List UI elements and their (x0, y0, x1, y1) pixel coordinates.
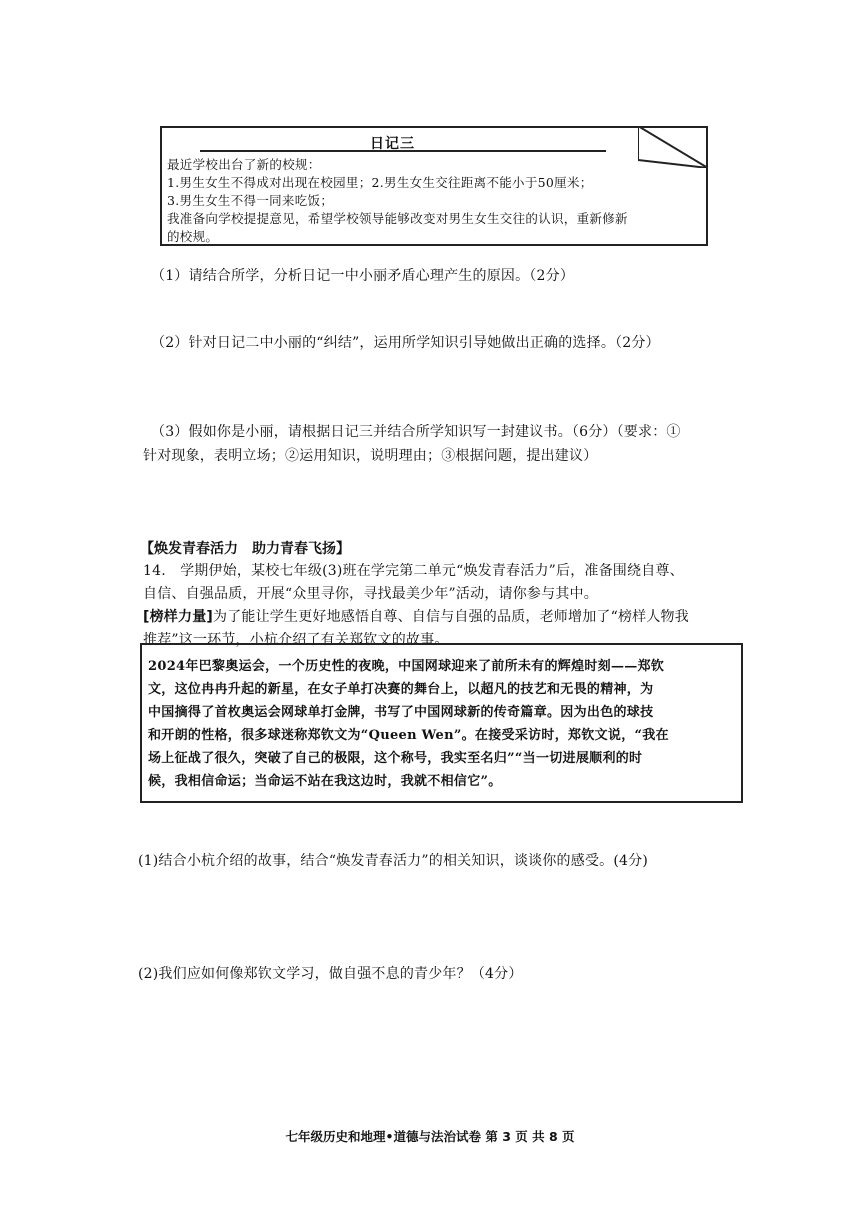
diary-three-title: 日记三 (370, 136, 415, 152)
question-14-2: (2)我们应如何像郑钦文学习，做自强不息的青少年？（4分） (138, 966, 523, 982)
question-13-3-line2: 针对现象，表明立场；②运用知识，说明理由；③根据问题，提出建议） (143, 448, 598, 464)
question-14-role-model-cont: 推荐”这一环节，小杭介绍了有关郑钦文的故事。 (143, 632, 449, 648)
diary-line: 3.男生女生不得一同来吃饭； (167, 193, 334, 208)
diary-title-underline (200, 150, 606, 152)
story-line: 中国摘得了首枚奥运会网球单打金牌，书写了中国网球新的传奇篇章。因为出色的球技 (148, 705, 654, 720)
diary-line: 我准备向学校提提意见，希望学校领导能够改变对男生女生交往的认识，重新修新 (167, 211, 628, 226)
question-13-3-line1: （3）假如你是小丽，请根据日记三并结合所学知识写一封建议书。（6分）（要求：① (151, 424, 681, 440)
question-13-2: （2）针对日记二中小丽的“纠结”，运用所学知识引导她做出正确的选择。（2分） (151, 335, 660, 351)
question-14-1: (1)结合小杭介绍的故事，结合“焕发青春活力”的相关知识，谈谈你的感受。(4分) (138, 853, 648, 869)
question-14-intro-cont: 自信、自强品质，开展“众里寻你，寻找最美少年”活动，请你参与其中。 (143, 586, 598, 602)
story-line: 2024年巴黎奥运会，一个历史性的夜晚，中国网球迎来了前所未有的辉煌时刻——郑钦 (148, 659, 665, 674)
diary-line: 最近学校出台了新的校规： (167, 157, 321, 172)
diary-line: 1.男生女生不得成对出现在校园里；2.男生女生交往距离不能小于50厘米； (167, 175, 593, 190)
story-line: 场上征战了很久，突破了自己的极限，这个称号，我实至名归”“当一切进展顺利的时 (148, 751, 643, 766)
story-line: 候，我相信命运；当命运不站在我这边时，我就不相信它”。 (148, 774, 502, 789)
folded-corner-icon (638, 126, 708, 168)
section-heading: 【焕发青春活力 助力青春飞扬】 (140, 541, 350, 557)
question-14-role-model (143, 606, 689, 626)
story-line: 和开朗的性格，很多球迷称郑钦文为“Queen Wen”。在接受采访时，郑钦文说，“我在 (148, 728, 669, 743)
story-line: 文，这位冉冉升起的新星，在女子单打决赛的舞台上，以超凡的技艺和无畏的精神，为 (148, 682, 654, 697)
role-model-tag: [榜样力量] (143, 609, 213, 625)
question-14-intro: 14. 学期伊始，某校七年级(3)班在学完第二单元“焕发青春活力”后，准备围绕自尊、 (143, 563, 684, 579)
diary-line: 的校规。 (167, 229, 219, 244)
role-model-text: 为了能让学生更好地感悟自尊、自信与自强的品质，老师增加了“榜样人物我 (213, 609, 689, 625)
question-13-1: （1）请结合所学，分析日记一中小丽矛盾心理产生的原因。（2分） (151, 268, 575, 284)
page-footer: 七年级历史和地理•道德与法治试卷 第 3 页 共 8 页 (285, 1129, 575, 1144)
